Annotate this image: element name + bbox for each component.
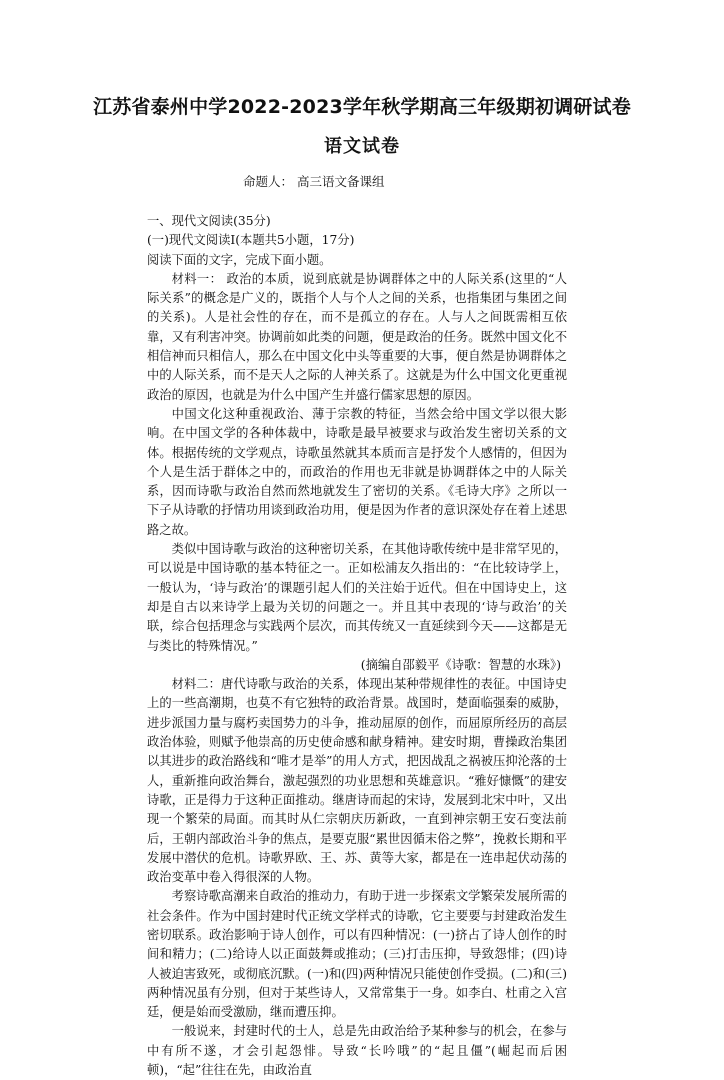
source-citation: (摘编自邵毅平《诗歌：智慧的水珠》) <box>360 657 561 672</box>
paragraph-1: 材料一： 政治的本质，说到底就是协调群体之中的人际关系(这里的“人际关系”的概念是广义的，既指个人与个人之间的关系，也指集团与集团之间的关系)。人是社会性的存在，而不是孤立的存在。人与人之间既需相互依靠，又有利害冲突。协调前如此类的问题，便是政治的任务。既然中国文化不相信神而只相信人，那么在中国文化中头等重要的大事，便自然是协调群体之中的人际关系，而不是天人之际的人神关系了。这就是为什么中国文化更重视政治的原因，也就是为什么中国产生并盛行儒家思想的原因。 <box>147 271 567 402</box>
paragraph-6: 一般说来，封建时代的士人，总是先由政治给予某种参与的机会，在参与中有所不遂，才会引起怨悱。导致“长吟哦”的“起且僵”(崛起而后困顿)，“起”往往在先，由政治直 <box>147 1024 567 1078</box>
paragraph-4: 材料二：唐代诗歌与政治的关系，体现出某种带规律性的表征。中国诗史上的一些高潮期，也莫不有它独特的政治背景。战国时，楚面临强秦的威胁，进步派国力量与腐朽卖国势力的斗争，推动屈原的创作，而屈原所经历的高层政治体验，则赋予他崇高的历史使命感和献身精神。建安时期，曹操政治集团以其进步的政治路线和“唯才是举”的用人方式，把因战乱之祸被压抑沦落的士人，重新推向政治舞台，激起强烈的功业思想和英雄意识。“雅好慷慨”的建安诗歌，正是得力于这种正面推动。继唐诗而起的宋诗，发展到北宋中叶，又出现一个繁荣的局面。而其时从仁宗朝庆历新政，一直到神宗朝王安石变法前后，王朝内部政治斗争的焦点，是要克服“累世因循末俗之弊”，挽救长期和平发展中潜伏的危机。诗歌界欧、王、苏、黄等大家，都是在一连串起伏动荡的政治变革中卷入得很深的人物。 <box>147 677 567 885</box>
article-body <box>147 212 567 1080</box>
author-name: 高三语文备课组 <box>297 174 385 189</box>
paragraph-2: 中国文化这种重视政治、薄于宗教的特征，当然会给中国文学以很大影响。在中国文学的各种体裁中，诗歌是最早被要求与政治发生密切关系的文体。根据传统的文学观点，诗歌虽然就其本质而言是抒发个人感情的，但因为个人是生活于群体之中的，而政治的作用也无非就是协调群体之中的人际关系，因而诗歌与政治自然而然地就发生了密切的关系。《毛诗大序》之所以一下子从诗歌的抒情功用谈到政治功用，便是因为作者的意识深处存在着上述思路之故。 <box>147 406 567 537</box>
author-label: 命题人： <box>243 174 294 189</box>
paragraph-5: 考察诗歌高潮来自政治的推动力，有助于进一步探索文学繁荣发展所需的社会条件。作为中国封建时代正统文学样式的诗歌，它主要要与封建政治发生密切联系。政治影响于诗人创作，可以有四种情况：(一)挤占了诗人创作的时间和精力；(二)给诗人以正面鼓舞或推动；(三)打击压抑，导致怨悱；(四)诗人被迫害致死，或彻底沉默。(一)和(四)两种情况只能使创作受损。(二)和(三)两种情况虽有分别，但对于某些诗人，又常常集于一身。如李白、杜甫之入宫廷，便是始而受激励，继而遭压抑。 <box>147 889 567 1020</box>
document-title: 江苏省泰州中学2022-2023学年秋学期高三年级期初调研试卷 <box>93 96 631 118</box>
document-subtitle: 语文试卷 <box>324 136 400 157</box>
paragraph-3: 类似中国诗歌与政治的这种密切关系，在其他诗歌传统中是非常罕见的，可以说是中国诗歌的基本特征之一。正如松浦友久指出的：“在比较诗学上，一般认为，‘诗与政治’的课题引起人们的关注始于近代。但在中国诗史上，这却是自古以来诗学上最为关切的问题之一。并且其中表现的‘诗与政治’的关联，综合包括理念与实践两个层次，而其传统又一直延续到今天——这都是无与类比的特殊情况。” <box>147 542 567 653</box>
subsection-heading: (一)现代文阅读Ⅰ(本题共5小题，17分) <box>147 233 355 248</box>
instruction-text: 阅读下面的文字，完成下面小题。 <box>147 252 332 267</box>
author-line <box>243 172 385 190</box>
section-heading: 一、现代文阅读(35分) <box>147 214 271 228</box>
